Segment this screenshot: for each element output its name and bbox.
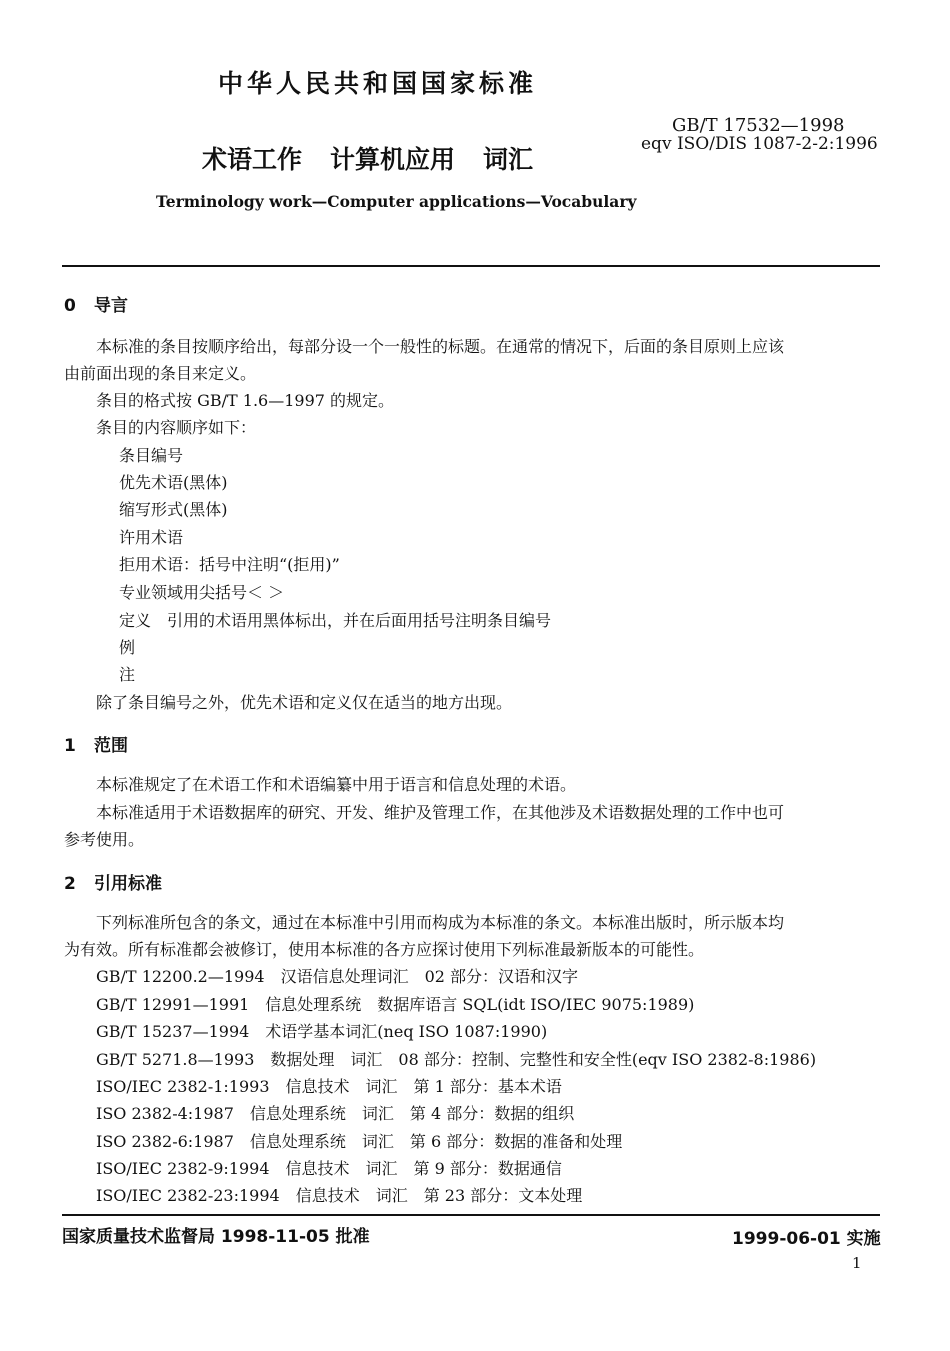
reference-item: GB/T 12991—1991 信息处理系统 数据库语言 SQL(idt ISO/IEC 9075:1989) [96, 995, 695, 1014]
list-item: 缩写形式(黑体) [119, 500, 228, 519]
paragraph: 条目的格式按 GB/T 1.6—1997 的规定。 [96, 391, 395, 410]
reference-item: GB/T 15237—1994 术语学基本词汇(neq ISO 1087:1990) [96, 1022, 548, 1041]
reference-item: ISO/IEC 2382-9:1994 信息技术 词汇 第 9 部分：数据通信 [96, 1159, 562, 1178]
list-item: 定义 引用的术语用黑体标出，并在后面用括号注明条目编号 [119, 611, 552, 630]
section-title: 导言 [94, 296, 128, 316]
paragraph: 参考使用。 [64, 830, 145, 849]
reference-item: GB/T 5271.8—1993 数据处理 词汇 08 部分：控制、完整性和安全性(eqv ISO 2382-8:1986) [96, 1050, 817, 1069]
list-item: 拒用术语：括号中注明“(拒用)” [119, 555, 340, 574]
section-1-heading [64, 731, 128, 756]
paragraph: 为有效。所有标准都会被修订，使用本标准的各方应探讨使用下列标准最新版本的可能性。 [64, 940, 705, 959]
section-2-heading [64, 869, 162, 894]
paragraph: 由前面出现的条目来定义。 [64, 364, 257, 383]
section-0-heading [64, 291, 128, 316]
paragraph: 下列标准所包含的条文，通过在本标准中引用而构成为本标准的条文。本标准出版时，所示版本均 [96, 913, 785, 932]
title-part: 词汇 [483, 145, 534, 174]
bottom-divider [62, 1214, 880, 1216]
section-number: 1 [64, 736, 76, 756]
title-part: 计算机应用 [330, 145, 456, 174]
paragraph: 除了条目编号之外，优先术语和定义仅在适当的地方出现。 [96, 693, 513, 712]
list-item: 注 [119, 665, 136, 684]
approval-line: 国家质量技术监督局 1998-11-05 批准 [62, 1227, 370, 1247]
standard-number: GB/T 17532—1998 [672, 115, 845, 136]
reference-item: ISO 2382-4:1987 信息处理系统 词汇 第 4 部分：数据的组织 [96, 1104, 575, 1123]
section-number: 0 [64, 296, 76, 316]
document-title-cn [202, 140, 561, 176]
equivalent-standard: eqv ISO/DIS 1087-2-2:1996 [641, 134, 878, 154]
document-title-en: Terminology work—Computer applications—Vocabulary [156, 192, 637, 211]
national-standard-heading: 中华人民共和国国家标准 [218, 69, 538, 98]
page-number: 1 [852, 1254, 862, 1272]
list-item: 优先术语(黑体) [119, 473, 228, 492]
section-title: 范围 [94, 736, 128, 756]
reference-item: ISO/IEC 2382-23:1994 信息技术 词汇 第 23 部分：文本处理 [96, 1186, 583, 1205]
title-part: 术语工作 [202, 145, 303, 174]
list-item: 条目编号 [119, 446, 184, 465]
implementation-date: 1999-06-01 实施 [732, 1229, 881, 1249]
paragraph: 本标准规定了在术语工作和术语编纂中用于语言和信息处理的术语。 [96, 775, 577, 794]
list-item: 例 [119, 638, 136, 657]
reference-item: ISO 2382-6:1987 信息处理系统 词汇 第 6 部分：数据的准备和处理 [96, 1132, 623, 1151]
section-title: 引用标准 [94, 874, 162, 894]
list-item: 许用术语 [119, 528, 184, 547]
paragraph: 本标准的条目按顺序给出，每部分设一个一般性的标题。在通常的情况下，后面的条目原则上应该 [96, 337, 785, 356]
section-number: 2 [64, 874, 76, 894]
list-item: 专业领域用尖括号＜ ＞ [119, 583, 285, 602]
top-divider [62, 265, 880, 267]
reference-item: ISO/IEC 2382-1:1993 信息技术 词汇 第 1 部分：基本术语 [96, 1077, 562, 1096]
reference-item: GB/T 12200.2—1994 汉语信息处理词汇 02 部分：汉语和汉字 [96, 967, 579, 986]
paragraph: 条目的内容顺序如下： [96, 418, 257, 437]
paragraph: 本标准适用于术语数据库的研究、开发、维护及管理工作，在其他涉及术语数据处理的工作中也可 [96, 803, 785, 822]
